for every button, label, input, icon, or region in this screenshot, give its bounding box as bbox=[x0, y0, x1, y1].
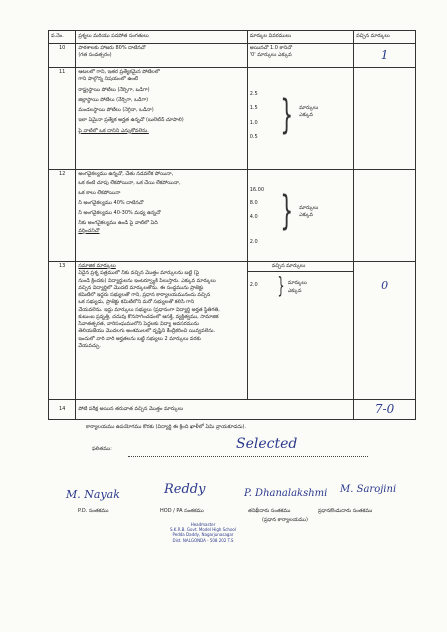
description-line: ఒక సభ్యుడు, ప్రాజెక్టు కమిటీలోని మరో సభ్యులతో కలిసి గాని bbox=[78, 299, 195, 306]
marks-obtained bbox=[354, 68, 416, 170]
signature-pd: M. Nayak bbox=[66, 488, 120, 501]
marks-value: 2.0 bbox=[249, 238, 258, 245]
school-stamp bbox=[170, 522, 236, 543]
description-line: సేవాతత్పరత, వారిసంఘములోని పెద్దలకు విద్యా అవసరమును bbox=[78, 321, 200, 327]
result-label: ఫలితము: bbox=[92, 446, 112, 452]
description-line: నీ అంగవైకల్యము 40-30% మధ్య ఉన్నచో bbox=[78, 210, 161, 216]
marks-obtained: 0 bbox=[354, 262, 416, 400]
description-line: వర్తించనిచో bbox=[78, 227, 100, 234]
brace-glyph: } bbox=[280, 92, 293, 138]
stamp-line: S.K.R.B. Govt. Model High School bbox=[170, 527, 236, 533]
signature-label-inspector: తనిఖీదారు సంతకము bbox=[248, 508, 291, 514]
result-line bbox=[128, 456, 368, 457]
row-description bbox=[76, 170, 247, 262]
description-line: వేయవచ్చు. bbox=[78, 342, 101, 349]
marks-value: 2.5 bbox=[249, 91, 258, 97]
marks-note bbox=[288, 280, 324, 295]
row-number: 11 bbox=[49, 68, 76, 170]
signature-head-office: M. Sarojini bbox=[340, 484, 397, 495]
header-marks-obtained: వచ్చిన మార్కులు bbox=[354, 31, 416, 44]
row-number: 13 bbox=[49, 262, 76, 400]
description-line: అంగవైకల్యము ఉన్నచో, చేతు నడవలేక పోయినా, bbox=[78, 171, 174, 177]
description-title: సమాజిక మార్కులు bbox=[78, 263, 116, 269]
description-line: కమిటీలో ఇద్దరు సభ్యులతో గాని, ప్రధాన కార్యాలయమునందు వచ్చిన bbox=[78, 292, 211, 298]
marks-table bbox=[48, 30, 416, 420]
marks-value: 1.5 bbox=[249, 105, 258, 112]
signature-label-hod: HOD / PA సంతకము bbox=[160, 508, 204, 514]
row-marks-details bbox=[247, 44, 353, 68]
description-line: వచ్చిన విద్యార్థిలో మొదటి మార్కులతోను. ఈ సంద్ధమును ప్రాజెక్టు bbox=[78, 284, 204, 291]
marks-line: అయినచో 1.0 కానిచో bbox=[249, 45, 293, 51]
brace-glyph: } bbox=[277, 274, 285, 300]
row-description bbox=[76, 68, 247, 170]
row-description bbox=[76, 44, 247, 68]
description-line: పై వాటిలో ఒక దానిని ఎన్నుకోవలెను. bbox=[78, 127, 149, 134]
marks-values bbox=[250, 282, 274, 289]
stamp-line: Headmaster bbox=[190, 522, 216, 527]
signature-inspector: P. Dhanalakshmi bbox=[244, 488, 328, 499]
marks-note bbox=[299, 105, 335, 120]
marks-value: 16.00 bbox=[249, 187, 265, 193]
description-line: నుండి క్రిందకు) విద్యార్థులను ఇంటర్వ్యూకి పిలుస్తారు. ఎక్కువ మార్కులు bbox=[78, 277, 216, 284]
header-description: ప్రశ్నలు మరియు పదపోత సంగతులు bbox=[76, 31, 247, 44]
description-line: తెలియజేయు మొదలగు అంశములలో దృష్టిని కేంద్రీకరించి యివ్వవలెను. bbox=[78, 328, 216, 335]
marks-obtained: 7-0 bbox=[354, 400, 416, 420]
marks-note bbox=[299, 205, 335, 220]
marks-value: 4.0 bbox=[249, 213, 258, 220]
row-description bbox=[76, 262, 247, 400]
description-line: మండలస్థాయి పోటీలు (నెగ్గినా, ఒడినా) bbox=[78, 107, 154, 113]
stamp-line: Dist. NALGONDA - 508 202 T.S bbox=[172, 537, 234, 543]
table-row bbox=[49, 68, 416, 170]
description-line: ఒక కాలు లేకపోయినా bbox=[78, 189, 121, 196]
description-line: నీకు అంగవైకల్యము ఉండి పై వాటిలో ఏది bbox=[78, 220, 158, 227]
description-line: పోటీ పరీక్ష అయిన తరువాత వచ్చిన మొత్తం మార్కులు bbox=[78, 406, 184, 413]
table-row bbox=[49, 262, 416, 400]
marks-note-line: ఎక్కువ bbox=[287, 287, 302, 294]
table-row bbox=[49, 44, 416, 68]
row-number: 10 bbox=[49, 44, 76, 68]
marks-value: 2.0 bbox=[249, 282, 258, 289]
marks-note-line: ఎక్కువ bbox=[299, 212, 313, 219]
description-line: పాఠశాలకు హాజరు 80% దాటినచో bbox=[78, 45, 146, 51]
table-row bbox=[49, 170, 416, 262]
description-line: రాష్ట్రస్థాయి పోటీలు (నేర్చిగా, ఒడిగా) bbox=[78, 86, 150, 93]
description-line: జిల్లాస్థాయి పోటీలు (నేర్చిగా, ఒడిగా) bbox=[78, 96, 149, 103]
row-marks-details bbox=[247, 68, 353, 170]
marks-values bbox=[250, 187, 274, 246]
header-serial-number: వ.నెం. bbox=[49, 31, 76, 44]
description-line: ఒక కంటి చూపు లేకపోయినా, ఒక చేయి లేకపోయినా, bbox=[78, 180, 181, 187]
row-marks-details bbox=[247, 170, 353, 262]
result-value: Selected bbox=[236, 436, 298, 452]
header-marks-details: మార్కుల వివరములు bbox=[247, 31, 353, 44]
table-row bbox=[49, 400, 416, 420]
signature-hod: Reddy bbox=[164, 482, 206, 497]
description-line: గాని పాల్గొన్న నిషయంలో ఉంటే bbox=[78, 76, 138, 83]
description-line: ఇలా ఏమైనా ప్రత్యేక అర్హత ఉన్నచో (బులెటిన్ చూపాలి) bbox=[78, 117, 184, 124]
description-line: నీ అంగవైకల్యము 40% దాటినచో bbox=[78, 199, 144, 206]
marks-note-line: మార్కులు bbox=[287, 280, 307, 287]
description-line: ఏదైన ప్రశ్న పత్రములో నీకు వచ్చిన మొత్తం మార్కులను బట్టి (పై bbox=[78, 270, 200, 277]
description-line: కుటుంబ ప్రవృత్తి, చదువు కొనసాగించడంలో ఆసక్తి, వ్యక్తిత్వము, సామాజిక bbox=[78, 313, 219, 320]
description-line: చేయవలెను. ఇద్దు మార్కులు సభ్యులు (ప్రధానంగా విద్యార్థి అర్హత స్థితిగతి, bbox=[78, 306, 220, 313]
brace-glyph: } bbox=[280, 188, 293, 234]
marks-values bbox=[250, 91, 274, 141]
description-line: ఇందులో వారి వారి అర్హతలను బట్టి సభ్యులు 2 మార్కులు వరకు bbox=[78, 335, 201, 342]
office-use-note: కార్యాలయము ఉపయోగము కొరకు (విద్యార్థి ఈ క్రింది ఖాళీలో ఏమి వ్రాయకూడదు). bbox=[86, 424, 247, 430]
marks-obtained bbox=[354, 170, 416, 262]
marks-subheader: వచ్చిన మార్కులు bbox=[248, 262, 353, 272]
row-number: 14 bbox=[49, 400, 76, 420]
marks-line: '0' మార్కులు ఎక్కువ bbox=[249, 52, 292, 59]
marks-note-line: ఎక్కువ bbox=[299, 112, 313, 119]
row-marks-details bbox=[247, 262, 353, 400]
marks-value: 8.0 bbox=[249, 200, 258, 207]
table-header-row bbox=[49, 31, 416, 44]
marks-obtained: 1 bbox=[354, 44, 416, 68]
row-description bbox=[76, 400, 354, 420]
marks-value: 1.0 bbox=[249, 119, 258, 126]
marks-note-line: మార్కులు bbox=[299, 205, 319, 211]
marks-note-line: మార్కులు bbox=[299, 105, 319, 111]
marks-value: 0.5 bbox=[249, 133, 258, 140]
description-line: ఆటలలో గాని, ఇతర ప్రత్యేకమైన పోటీలలో bbox=[78, 69, 160, 75]
signature-label-pd: P.D. సంతకము bbox=[78, 508, 109, 514]
row-number: 12 bbox=[49, 170, 76, 262]
signature-sublabel: (ప్రధాన కార్యాలయము) bbox=[262, 517, 308, 523]
signature-label-head-office: ప్రధానకొండుదారు సంతకము bbox=[318, 508, 373, 514]
stamp-line: Pedda Daddy, Nagarjunasagar bbox=[172, 532, 234, 538]
description-line: (గత సంవత్సరం) bbox=[78, 52, 112, 59]
